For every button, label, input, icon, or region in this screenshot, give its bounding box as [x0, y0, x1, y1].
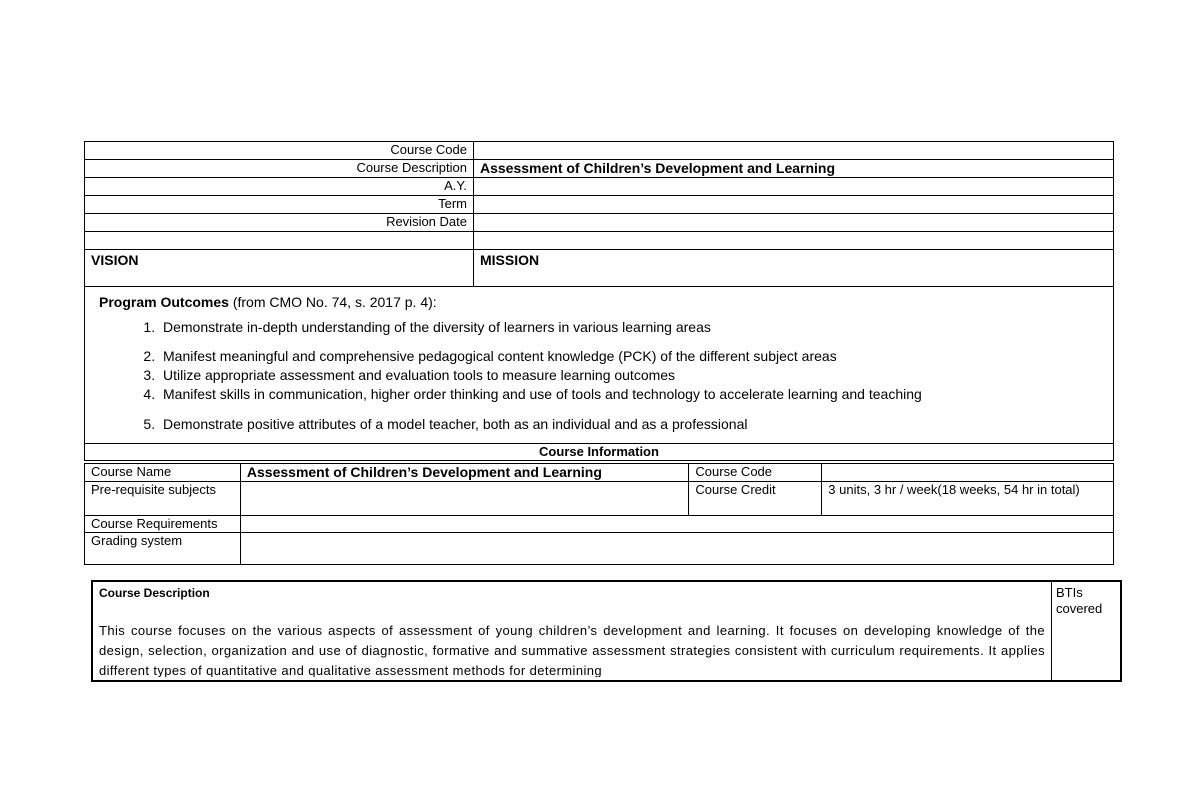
- course-description-title: Course Description: [99, 586, 210, 600]
- vision-mission-row: [85, 250, 1114, 287]
- course-description-row: [92, 581, 1121, 681]
- grading-system-label: Grading system: [85, 533, 241, 565]
- header-row-revision-date: [85, 214, 1114, 232]
- course-information-heading: Course Information: [85, 444, 1114, 461]
- outcome-item: 2. Manifest meaningful and comprehensive pedagogical content knowledge (PCK) of the different subject areas: [159, 347, 1113, 366]
- course-credit-value: 3 units, 3 hr / week(18 weeks, 54 hr in total): [822, 482, 1114, 516]
- course-description-value: Assessment of Children’s Development and Learning: [474, 160, 1114, 178]
- course-name-label: Course Name: [85, 464, 241, 482]
- term-label: Term: [85, 196, 474, 214]
- mission-label: MISSION: [474, 250, 1114, 287]
- outcome-item: 4. Manifest skills in communication, higher order thinking and use of tools and technology to accelerate learning and teaching: [159, 385, 1113, 404]
- course-requirements-value: [240, 516, 1113, 533]
- course-requirements-row: [85, 516, 1114, 533]
- course-code-label: Course Code: [85, 142, 474, 160]
- vision-label: VISION: [85, 250, 474, 287]
- revision-date-label: Revision Date: [85, 214, 474, 232]
- blank-value-cell: [474, 232, 1114, 250]
- course-name-row: [85, 464, 1114, 482]
- course-information-table: [84, 463, 1114, 565]
- prerequisite-label: Pre-requisite subjects: [85, 482, 241, 516]
- prerequisite-value: [240, 482, 689, 516]
- header-row-course-code: [85, 142, 1114, 160]
- course-information-heading-row: [85, 444, 1114, 461]
- course-header-table: [84, 141, 1114, 461]
- term-value: [474, 196, 1114, 214]
- outcome-item: 3. Utilize appropriate assessment and evaluation tools to measure learning outcomes: [159, 366, 1113, 385]
- course-description-label: Course Description: [85, 160, 474, 178]
- course-requirements-label: Course Requirements: [85, 516, 241, 533]
- course-code-value: [474, 142, 1114, 160]
- course-credit-label: Course Credit: [689, 482, 822, 516]
- program-outcomes-list: [99, 318, 1113, 434]
- course-description-table: [91, 580, 1122, 682]
- revision-date-value: [474, 214, 1114, 232]
- course-code-label-2: Course Code: [689, 464, 822, 482]
- header-row-blank: [85, 232, 1114, 250]
- grading-system-value: [240, 533, 1113, 565]
- outcome-item: 1. Demonstrate in-depth understanding of the diversity of learners in various learning areas: [159, 318, 1113, 337]
- ay-value: [474, 178, 1114, 196]
- prerequisite-row: [85, 482, 1114, 516]
- program-outcomes-row: [85, 287, 1114, 444]
- course-description-text: This course focuses on the various aspects of assessment of young children’s development and learning. It focuses on developing knowledge of the design, selection, organization and use of diagnostic, formative and summative assessment strategies consistent with curriculum requirements. It applies different types of quantitative and qualitative assessment methods for determining: [99, 623, 1045, 677]
- course-code-value-2: [822, 464, 1114, 482]
- program-outcomes-title-source: (from CMO No. 74, s. 2017 p. 4):: [228, 294, 437, 310]
- blank-label-cell: [85, 232, 474, 250]
- grading-system-row: [85, 533, 1114, 565]
- course-description-cell: [92, 581, 1052, 681]
- outcome-item: 5. Demonstrate positive attributes of a model teacher, both as an individual and as a professional: [159, 415, 1113, 434]
- ay-label: A.Y.: [85, 178, 474, 196]
- header-row-term: [85, 196, 1114, 214]
- btis-covered-label: BTIs covered: [1052, 581, 1122, 681]
- program-outcomes-cell: [85, 287, 1114, 444]
- program-outcomes-title-bold: Program Outcomes: [99, 294, 229, 310]
- program-outcomes-title: [99, 294, 1113, 310]
- header-row-course-description: [85, 160, 1114, 178]
- header-row-ay: [85, 178, 1114, 196]
- course-name-value: Assessment of Children’s Development and Learning: [240, 464, 689, 482]
